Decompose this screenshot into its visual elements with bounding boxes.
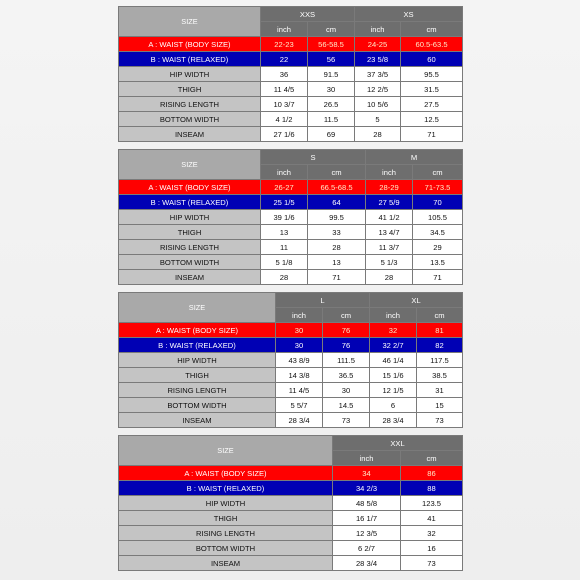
cell-value: 117.5	[417, 353, 463, 368]
cell-value: 95.5	[401, 67, 463, 82]
cell-value: 5 1/8	[261, 255, 308, 270]
cell-value: 64	[308, 195, 366, 210]
row-label: BOTTOM WIDTH	[119, 112, 261, 127]
cell-value: 11	[261, 240, 308, 255]
cell-value: 86	[401, 466, 463, 481]
cell-value: 10 3/7	[261, 97, 308, 112]
cell-value: 41 1/2	[366, 210, 413, 225]
cell-value: 82	[417, 338, 463, 353]
table-row-bottom-width	[119, 112, 463, 127]
unit-header: inch	[261, 22, 308, 37]
cell-value: 25 1/5	[261, 195, 308, 210]
table-row-rising-length	[119, 97, 463, 112]
cell-value: 14 3/8	[276, 368, 323, 383]
table-row-thigh	[119, 82, 463, 97]
cell-value: 30	[276, 338, 323, 353]
cell-value: 30	[323, 383, 370, 398]
cell-value: 70	[413, 195, 463, 210]
cell-value: 105.5	[413, 210, 463, 225]
cell-value: 66.5-68.5	[308, 180, 366, 195]
row-label: B : WAIST (RELAXED)	[119, 52, 261, 67]
row-label: INSEAM	[119, 413, 276, 428]
cell-value: 28	[366, 270, 413, 285]
cell-value: 13.5	[413, 255, 463, 270]
row-label: THIGH	[119, 511, 333, 526]
cell-value: 28-29	[366, 180, 413, 195]
cell-value: 28 3/4	[276, 413, 323, 428]
unit-header: cm	[401, 451, 463, 466]
row-label: INSEAM	[119, 127, 261, 142]
cell-value: 6 2/7	[333, 541, 401, 556]
table-row-hip-width	[119, 67, 463, 82]
cell-value: 12 1/5	[370, 383, 417, 398]
size-header-label: SIZE	[119, 150, 261, 180]
cell-value: 11 3/7	[366, 240, 413, 255]
cell-value: 34 2/3	[333, 481, 401, 496]
cell-value: 73	[323, 413, 370, 428]
cell-value: 32	[401, 526, 463, 541]
cell-value: 12 3/5	[333, 526, 401, 541]
row-label: BOTTOM WIDTH	[119, 255, 261, 270]
unit-header: inch	[366, 165, 413, 180]
cell-value: 13	[308, 255, 366, 270]
table-row-waist-body	[119, 180, 463, 195]
cell-value: 33	[308, 225, 366, 240]
row-label: THIGH	[119, 225, 261, 240]
cell-value: 12 2/5	[355, 82, 401, 97]
table-row-bottom-width	[119, 398, 463, 413]
cell-value: 27.5	[401, 97, 463, 112]
cell-value: 56-58.5	[308, 37, 355, 52]
size-header-label: SIZE	[119, 7, 261, 37]
cell-value: 39 1/6	[261, 210, 308, 225]
table-row-bottom-width	[119, 541, 463, 556]
cell-value: 12.5	[401, 112, 463, 127]
size-name-header: XS	[355, 7, 463, 22]
cell-value: 36	[261, 67, 308, 82]
cell-value: 15 1/6	[370, 368, 417, 383]
unit-header: inch	[355, 22, 401, 37]
cell-value: 123.5	[401, 496, 463, 511]
cell-value: 15	[417, 398, 463, 413]
row-label: HIP WIDTH	[119, 496, 333, 511]
cell-value: 24-25	[355, 37, 401, 52]
cell-value: 14.5	[323, 398, 370, 413]
size-header-label: SIZE	[119, 293, 276, 323]
table-row-waist-relaxed	[119, 52, 463, 67]
cell-value: 81	[417, 323, 463, 338]
cell-value: 13 4/7	[366, 225, 413, 240]
size-table-l-xl	[118, 292, 463, 428]
cell-value: 4 1/2	[261, 112, 308, 127]
row-label: RISING LENGTH	[119, 383, 276, 398]
cell-value: 88	[401, 481, 463, 496]
cell-value: 71	[401, 127, 463, 142]
cell-value: 41	[401, 511, 463, 526]
row-label: A : WAIST (BODY SIZE)	[119, 37, 261, 52]
cell-value: 31	[417, 383, 463, 398]
cell-value: 10 5/6	[355, 97, 401, 112]
cell-value: 43 8/9	[276, 353, 323, 368]
row-label: A : WAIST (BODY SIZE)	[119, 466, 333, 481]
size-name-header: M	[366, 150, 463, 165]
cell-value: 26-27	[261, 180, 308, 195]
row-label: RISING LENGTH	[119, 240, 261, 255]
row-label: B : WAIST (RELAXED)	[119, 338, 276, 353]
cell-value: 99.5	[308, 210, 366, 225]
cell-value: 13	[261, 225, 308, 240]
cell-value: 73	[401, 556, 463, 571]
unit-header: inch	[276, 308, 323, 323]
unit-header: cm	[413, 165, 463, 180]
table-row-waist-body	[119, 323, 463, 338]
row-label: RISING LENGTH	[119, 97, 261, 112]
unit-header: cm	[308, 165, 366, 180]
cell-value: 16 1/7	[333, 511, 401, 526]
size-table-xxl	[118, 435, 463, 571]
cell-value: 11 4/5	[261, 82, 308, 97]
table-row-hip-width	[119, 496, 463, 511]
size-name-header: XL	[370, 293, 463, 308]
cell-value: 69	[308, 127, 355, 142]
cell-value: 71-73.5	[413, 180, 463, 195]
table-row-waist-relaxed	[119, 195, 463, 210]
cell-value: 11 4/5	[276, 383, 323, 398]
size-name-header: XXS	[261, 7, 355, 22]
cell-value: 71	[308, 270, 366, 285]
row-label: HIP WIDTH	[119, 67, 261, 82]
cell-value: 60.5-63.5	[401, 37, 463, 52]
row-label: THIGH	[119, 368, 276, 383]
cell-value: 29	[413, 240, 463, 255]
cell-value: 11.5	[308, 112, 355, 127]
cell-value: 28	[308, 240, 366, 255]
row-label: BOTTOM WIDTH	[119, 398, 276, 413]
cell-value: 71	[413, 270, 463, 285]
size-name-header: L	[276, 293, 370, 308]
size-table-s-m	[118, 149, 463, 285]
cell-value: 48 5/8	[333, 496, 401, 511]
row-label: HIP WIDTH	[119, 210, 261, 225]
table-row-thigh	[119, 511, 463, 526]
cell-value: 36.5	[323, 368, 370, 383]
cell-value: 34	[333, 466, 401, 481]
cell-value: 28	[261, 270, 308, 285]
cell-value: 28	[355, 127, 401, 142]
unit-header: inch	[333, 451, 401, 466]
cell-value: 38.5	[417, 368, 463, 383]
cell-value: 27 1/6	[261, 127, 308, 142]
row-label: B : WAIST (RELAXED)	[119, 195, 261, 210]
table-row-waist-relaxed	[119, 481, 463, 496]
table-row-rising-length	[119, 240, 463, 255]
table-row-rising-length	[119, 383, 463, 398]
table-row-inseam	[119, 127, 463, 142]
unit-header: cm	[323, 308, 370, 323]
cell-value: 5	[355, 112, 401, 127]
cell-value: 28 3/4	[333, 556, 401, 571]
table-row-thigh	[119, 225, 463, 240]
cell-value: 23 5/8	[355, 52, 401, 67]
row-label: BOTTOM WIDTH	[119, 541, 333, 556]
cell-value: 73	[417, 413, 463, 428]
table-row-waist-relaxed	[119, 338, 463, 353]
table-row-thigh	[119, 368, 463, 383]
table-row-inseam	[119, 413, 463, 428]
size-name-header: XXL	[333, 436, 463, 451]
table-row-hip-width	[119, 210, 463, 225]
cell-value: 32	[370, 323, 417, 338]
size-header-label: SIZE	[119, 436, 333, 466]
cell-value: 56	[308, 52, 355, 67]
cell-value: 22-23	[261, 37, 308, 52]
table-row-waist-body	[119, 466, 463, 481]
cell-value: 27 5/9	[366, 195, 413, 210]
unit-header: inch	[370, 308, 417, 323]
unit-header: cm	[401, 22, 463, 37]
size-name-header: S	[261, 150, 366, 165]
cell-value: 76	[323, 338, 370, 353]
row-label: B : WAIST (RELAXED)	[119, 481, 333, 496]
row-label: THIGH	[119, 82, 261, 97]
unit-header: cm	[417, 308, 463, 323]
table-row-inseam	[119, 556, 463, 571]
cell-value: 46 1/4	[370, 353, 417, 368]
cell-value: 26.5	[308, 97, 355, 112]
cell-value: 6	[370, 398, 417, 413]
cell-value: 91.5	[308, 67, 355, 82]
row-label: HIP WIDTH	[119, 353, 276, 368]
cell-value: 22	[261, 52, 308, 67]
table-row-bottom-width	[119, 255, 463, 270]
size-table-xxs-xs	[118, 6, 463, 142]
cell-value: 28 3/4	[370, 413, 417, 428]
row-label: INSEAM	[119, 556, 333, 571]
cell-value: 37 3/5	[355, 67, 401, 82]
cell-value: 111.5	[323, 353, 370, 368]
row-label: A : WAIST (BODY SIZE)	[119, 323, 276, 338]
cell-value: 76	[323, 323, 370, 338]
unit-header: cm	[308, 22, 355, 37]
row-label: A : WAIST (BODY SIZE)	[119, 180, 261, 195]
row-label: INSEAM	[119, 270, 261, 285]
row-label: RISING LENGTH	[119, 526, 333, 541]
table-row-rising-length	[119, 526, 463, 541]
table-row-hip-width	[119, 353, 463, 368]
cell-value: 34.5	[413, 225, 463, 240]
cell-value: 30	[276, 323, 323, 338]
cell-value: 16	[401, 541, 463, 556]
unit-header: inch	[261, 165, 308, 180]
cell-value: 5 5/7	[276, 398, 323, 413]
table-row-waist-body	[119, 37, 463, 52]
cell-value: 60	[401, 52, 463, 67]
cell-value: 31.5	[401, 82, 463, 97]
cell-value: 5 1/3	[366, 255, 413, 270]
table-row-inseam	[119, 270, 463, 285]
cell-value: 32 2/7	[370, 338, 417, 353]
cell-value: 30	[308, 82, 355, 97]
